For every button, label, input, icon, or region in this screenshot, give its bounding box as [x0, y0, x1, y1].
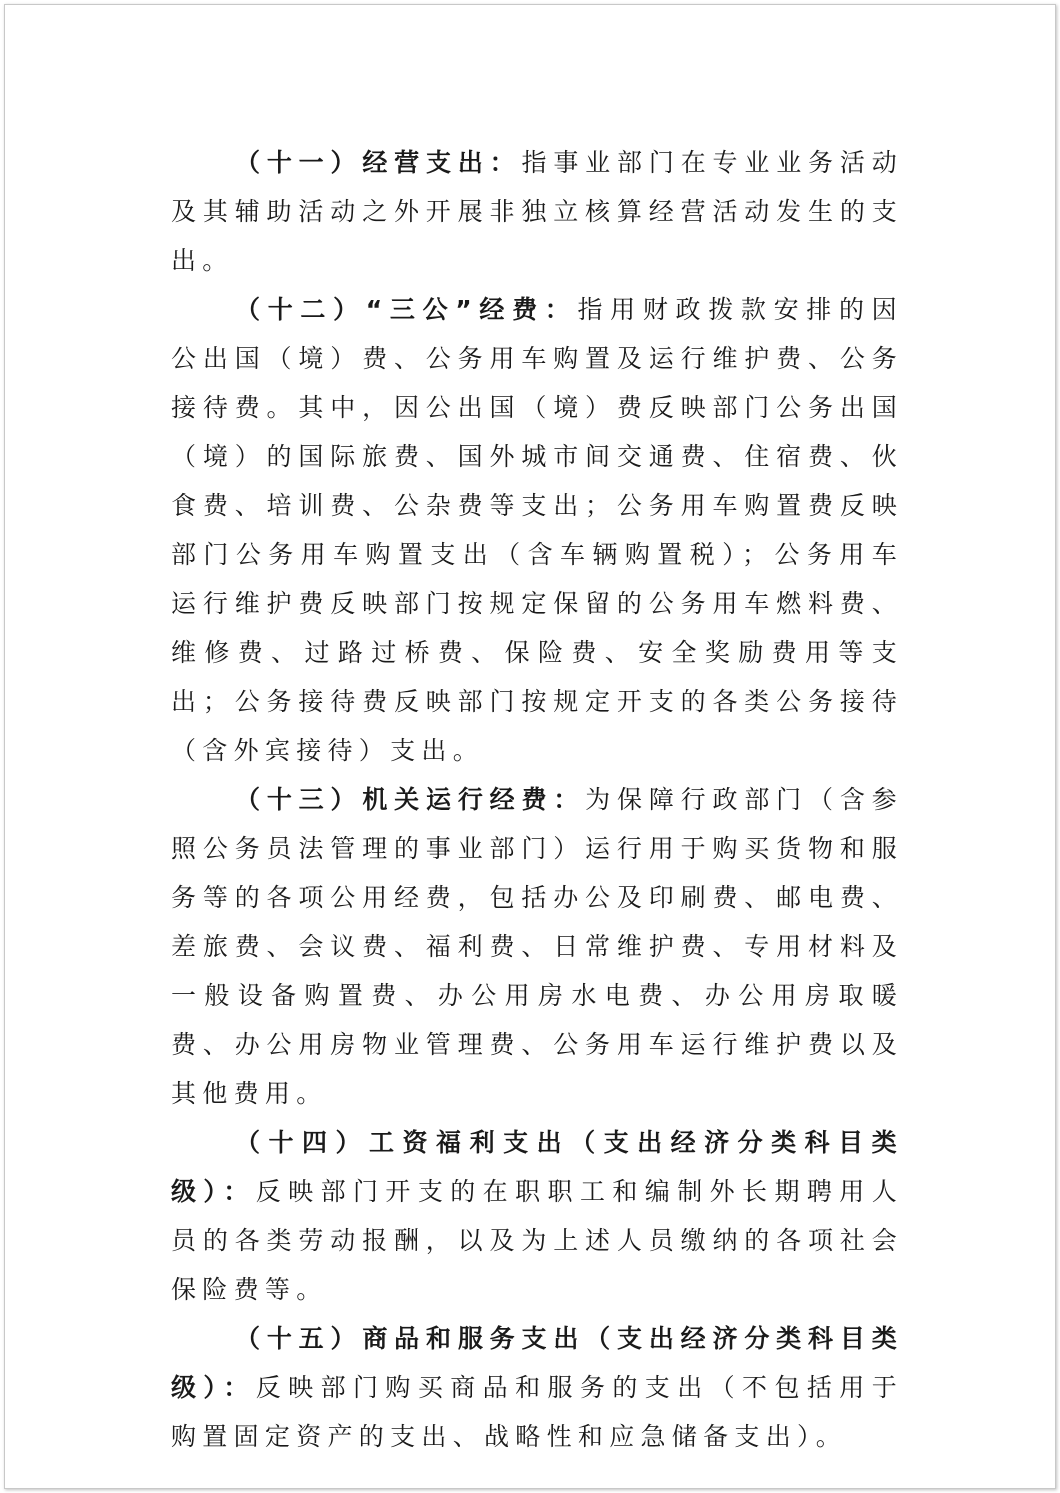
- paragraph-15: [171, 1314, 903, 1461]
- paragraph-12: [171, 285, 903, 775]
- paragraph-heading: （十四）工资福利支出（支出经济分类科目类级）：: [171, 1128, 903, 1206]
- paragraph-13: [171, 775, 903, 1118]
- paragraph-text: 指用财政拨款安排的因公出国（境）费、公务用车购置及运行维护费、公务接待费。其中，因公出国（境）费反映部门公务出国（境）的国际旅费、国外城市间交通费、住宿费、伙食费、培训费、公杂费等支出；公务用车购置费反映部门公务用车购置支出（含车辆购置税）；公务用车运行维护费反映部门按规定保留的公务用车燃料费、维修费、过路过桥费、保险费、安全奖励费用等支出；公务接待费反映部门按规定开支的各类公务接待（含外宾接待）支出。: [171, 295, 903, 765]
- paragraph-heading: （十五）商品和服务支出（支出经济分类科目类级）：: [171, 1324, 903, 1402]
- paragraph-text: 为保障行政部门（含参照公务员法管理的事业部门）运行用于购买货物和服务等的各项公用经费，包括办公及印刷费、邮电费、差旅费、会议费、福利费、日常维护费、专用材料及一般设备购置费、办公用房水电费、办公用房取暖费、办公用房物业管理费、公务用车运行维护费以及其他费用。: [171, 785, 903, 1108]
- paragraph-text: 反映部门购买商品和服务的支出（不包括用于购置固定资产的支出、战略性和应急储备支出）。: [171, 1373, 903, 1451]
- paragraph-heading: （十二）“三公”经费：: [235, 295, 578, 324]
- paragraph-14: [171, 1118, 903, 1314]
- paragraph-text: 反映部门开支的在职职工和编制外长期聘用人员的各类劳动报酬，以及为上述人员缴纳的各项社会保险费等。: [171, 1177, 903, 1304]
- document-body: [171, 138, 903, 1461]
- paragraph-heading: （十一）经营支出：: [235, 148, 522, 177]
- document-page: [4, 4, 1056, 1489]
- paragraph-text: 指事业部门在专业业务活动及其辅助活动之外开展非独立核算经营活动发生的支出。: [171, 148, 903, 275]
- paragraph-11: [171, 138, 903, 285]
- paragraph-heading: （十三）机关运行经费：: [235, 785, 586, 814]
